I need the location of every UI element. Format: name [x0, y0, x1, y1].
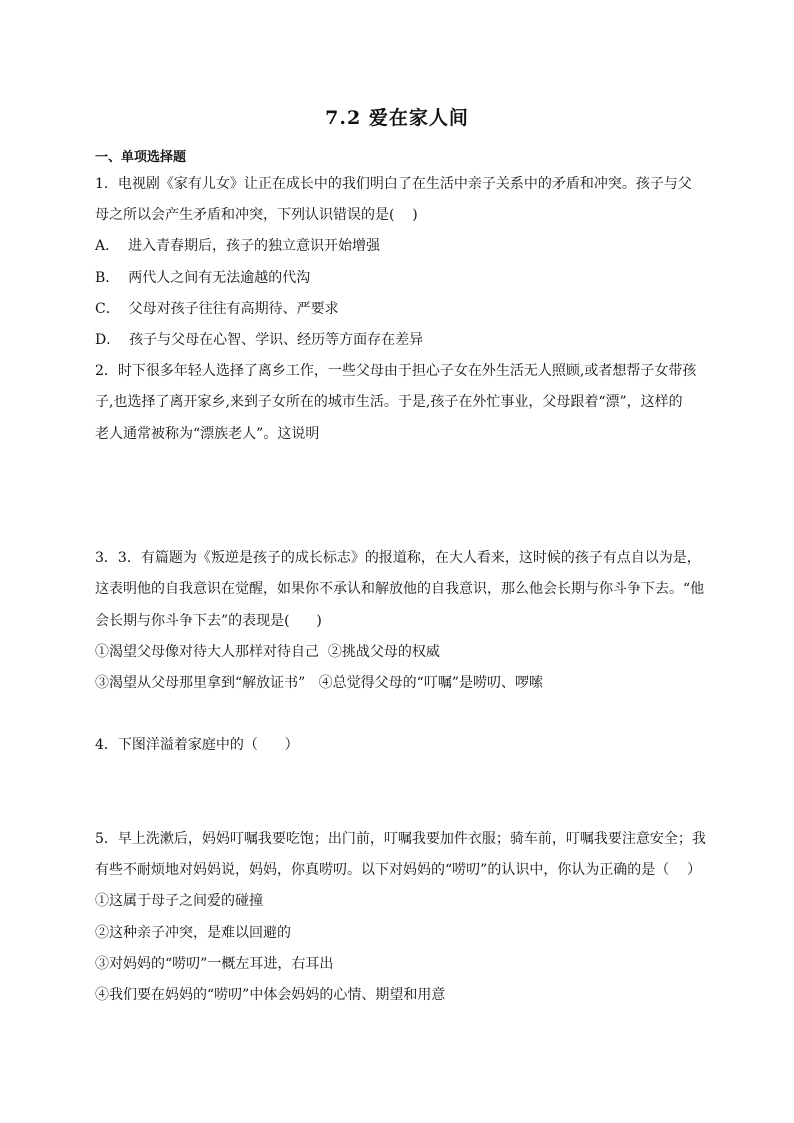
q2-statements-row-1 — [95, 450, 707, 481]
q2-stem-line-3: 老人通常被称为“漂族老人”。这说明 — [95, 425, 320, 442]
q4-stem-line-1: 4．下图洋溢着家庭中的（ ） — [95, 737, 299, 754]
q4-options-row-2 — [95, 793, 707, 824]
q1-option-d: D． 孩子与父母在心智、学识、经历等方面存在差异 — [95, 331, 424, 348]
q1-option-a: A． 进入青春期后，孩子的独立意识开始增强 — [95, 238, 381, 255]
q5-statement-3: ③对妈妈的“唠叨”一概左耳进，右耳出 — [95, 955, 334, 972]
q2-statements-row-2 — [95, 481, 707, 512]
q3-stem-line-2: 这表明他的自我意识在觉醒，如果你不承认和解放他的自我意识，那么他会长期与你斗争下去。“他 — [95, 581, 705, 598]
q2-stem-line-2: 子,也选择了离开家乡,来到子女所在的城市生活。于是,孩子在外忙事业，父母跟着“漂”，这样的 — [95, 394, 683, 411]
q1-option-b: B． 两代人之间有无法逾越的代沟 — [95, 269, 311, 286]
q3-options-row — [95, 699, 707, 730]
q4-options-row-1 — [95, 762, 707, 793]
q1-stem-line-1: 1．电视剧《家有儿女》让正在成长中的我们明白了在生活中亲子关系中的矛盾和冲突。孩子与父 — [95, 176, 692, 192]
q5-statement-4: ④我们要在妈妈的“唠叨”中体会妈妈的心情、期望和用意 — [95, 986, 446, 1003]
q5-statement-1: ①这属于母子之间爱的碰撞 — [95, 893, 263, 910]
question-list — [95, 169, 707, 1011]
section-heading: 一、单项选择题 — [95, 150, 187, 165]
q5-statement-2: ②这种亲子冲突，是难以回避的 — [95, 924, 291, 941]
q3-stem-line-1: 3．3．有篇题为《叛逆是孩子的成长标志》的报道称，在大人看来，这时候的孩子有点自以为是， — [95, 550, 701, 567]
q3-stem-line-3: 会长期与你斗争下去”的表现是( ) — [95, 612, 322, 629]
q3-statements-row-2: ③渴望从父母那里拿到“解放证书” ④总觉得父母的“叮嘱”是唠叨、啰嗦 — [95, 675, 543, 691]
page-title: 7.2 爱在家人间 — [325, 107, 469, 129]
q3-statements-row-1: ①渴望父母像对待大人那样对待自己 ②挑战父母的权威 — [95, 643, 440, 660]
q1-stem-line-2: 母之所以会产生矛盾和冲突，下列认识错误的是( ) — [95, 207, 418, 224]
q5-stem-line-1: 5．早上洗漱后，妈妈叮嘱我要吃饱；出门前，叮嘱我要加件衣服；骑车前，叮嘱我要注意安全；我 — [95, 830, 706, 847]
q1-option-c: C． 父母对孩子往往有高期待、严要求 — [95, 300, 339, 317]
q2-options-row — [95, 512, 707, 543]
q2-stem-line-1: 2．时下很多年轻人选择了离乡工作，一些父母由于担心子女在外生活无人照顾,或者想帮子女带孩 — [95, 363, 697, 380]
q5-stem-line-2: 有些不耐烦地对妈妈说，妈妈，你真唠叨。以下对妈妈的“唠叨”的认识中，你认为正确的是（ ） — [95, 862, 702, 879]
